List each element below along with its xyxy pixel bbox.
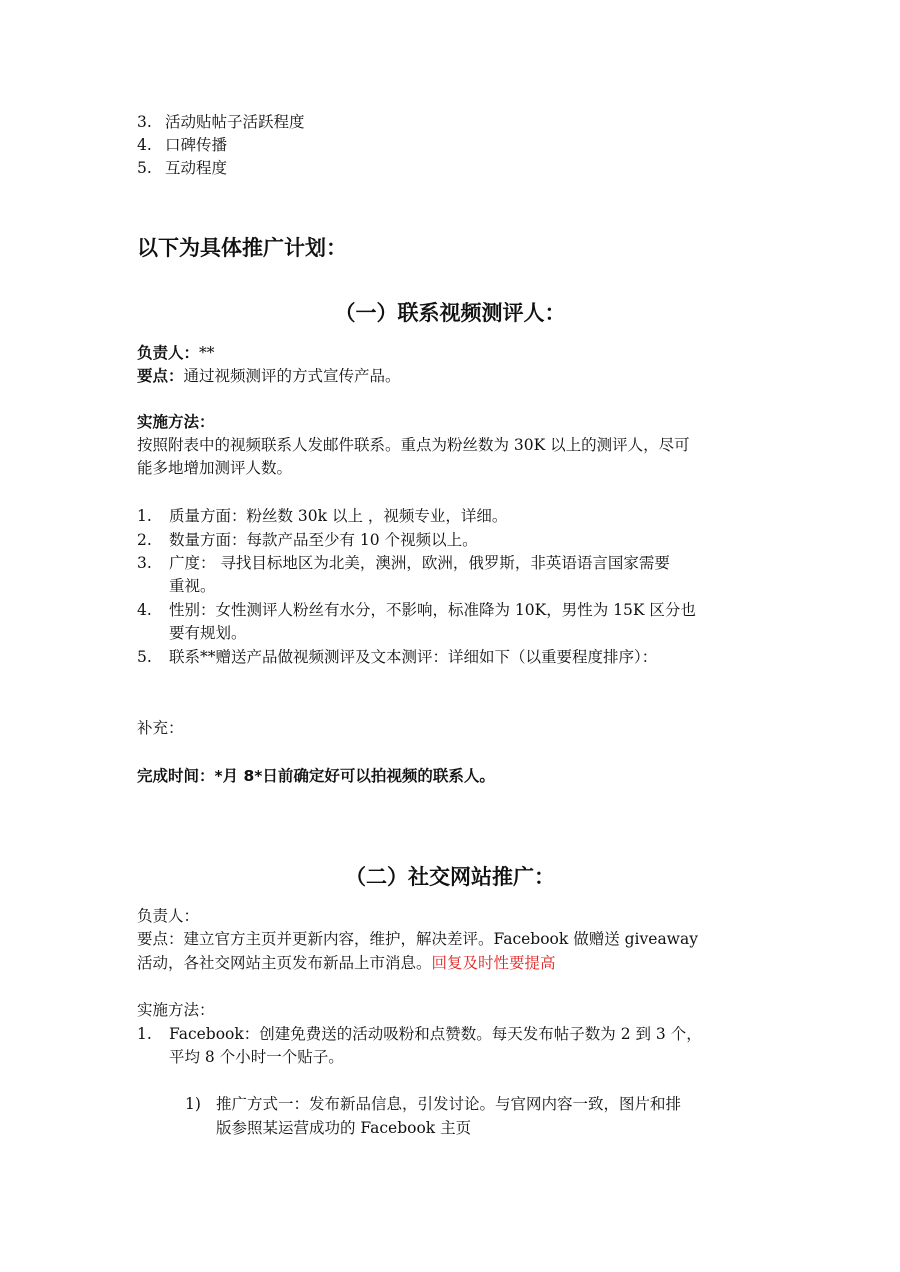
list-item: 3. 广度： 寻找目标地区为北美，澳洲，欧洲，俄罗斯，非英语语言国家需要 [137, 554, 670, 572]
section1-deadline: 完成时间：*月 8*日前确定好可以拍视频的联系人。 [137, 767, 495, 785]
list-item-continuation: 要有规划。 [169, 624, 247, 642]
highlight-note: 回复及时性要提高 [431, 954, 556, 972]
section2-owner: 负责人： [137, 907, 200, 925]
list-item: 5. 联系**赠送产品做视频测评及文本测评：详细如下（以重要程度排序）： [137, 648, 658, 666]
section1-key: 要点：通过视频测评的方式宣传产品。 [137, 367, 401, 385]
section1-heading: （一）联系视频测评人： [334, 301, 566, 325]
section1-method-text: 按照附表中的视频联系人发邮件联系。重点为粉丝数为 30K 以上的测评人，尽可 [137, 436, 690, 454]
section1-supplement: 补充： [137, 719, 184, 737]
list-item: 3. 活动贴帖子活跃程度 [137, 113, 305, 131]
section1-owner: 负责人：** [137, 344, 215, 362]
plan-heading: 以下为具体推广计划： [137, 236, 347, 260]
list-item-continuation: 重视。 [169, 577, 216, 595]
section1-method-label: 实施方法： [137, 413, 215, 431]
sub-item: 推广方式一：发布新品信息，引发讨论。与官网内容一致，图片和排 [216, 1095, 682, 1113]
list-item: 2. 数量方面：每款产品至少有 10 个视频以上。 [137, 531, 478, 549]
section2-method-label: 实施方法： [137, 1001, 215, 1019]
section2-key-continuation: 活动，各社交网站主页发布新品上市消息。回复及时性要提高 [137, 954, 556, 972]
list-item: 4. 口碑传播 [137, 136, 228, 154]
sub-item-number: 1) [185, 1095, 201, 1113]
sub-item-continuation: 版参照某运营成功的 Facebook 主页 [216, 1119, 472, 1137]
list-item: 5. 互动程度 [137, 159, 228, 177]
section1-method-text: 能多地增加测评人数。 [137, 459, 293, 477]
section2-key: 要点：建立官方主页并更新内容，维护，解决差评。Facebook 做赠送 giveaway [137, 930, 698, 948]
list-item-continuation: 平均 8 个小时一个贴子。 [169, 1048, 344, 1066]
list-item: 1. 质量方面：粉丝数 30k 以上 ，视频专业，详细。 [137, 507, 508, 525]
list-item: 4. 性别：女性测评人粉丝有水分，不影响，标准降为 10K，男性为 15K 区分也 [137, 601, 696, 619]
list-item: 1. Facebook：创建免费送的活动吸粉和点赞数。每天发布帖子数为 2 到 3 个， [137, 1025, 702, 1043]
section2-heading: （二）社交网站推广： [345, 865, 555, 889]
